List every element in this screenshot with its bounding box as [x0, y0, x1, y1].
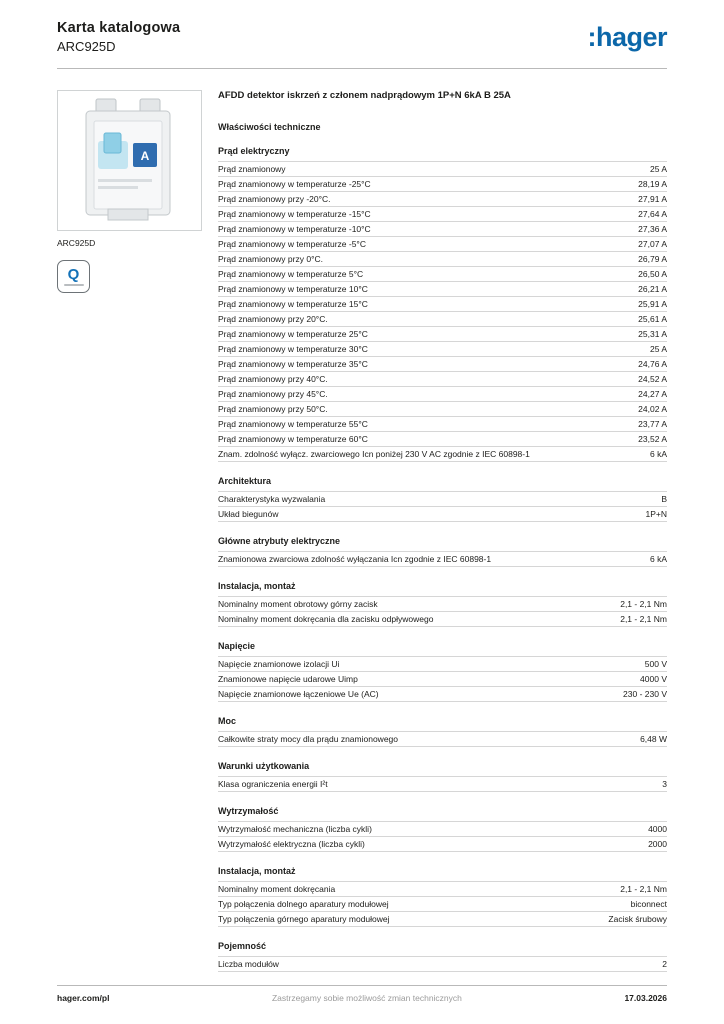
- spec-row: [218, 357, 667, 372]
- spec-label: Prąd znamionowy w temperaturze 35°C: [218, 358, 368, 369]
- section-title: Architektura: [218, 475, 272, 486]
- spec-row: [218, 732, 667, 747]
- spec-row: [218, 837, 667, 852]
- spec-value: 25,61 A: [638, 313, 667, 324]
- footer: [57, 993, 667, 1003]
- spec-row: [218, 672, 667, 687]
- section-title: Instalacja, montaż: [218, 865, 296, 876]
- spec-section: [218, 146, 667, 462]
- spec-table: [218, 881, 667, 927]
- spec-value: 3: [662, 778, 667, 789]
- header: [57, 20, 667, 54]
- product-title: AFDD detektor iskrzeń z członem nadprądowym 1P+N 6kA B 25A: [218, 90, 511, 101]
- section-title: Warunki użytkowania: [218, 760, 310, 771]
- quality-badge-subtext: [64, 284, 84, 286]
- spec-value: 25,91 A: [638, 298, 667, 309]
- left-column: [57, 90, 218, 972]
- spec-row: [218, 222, 667, 237]
- quality-certificate-badge: [57, 260, 90, 293]
- spec-label: Prąd znamionowy przy 50°C.: [218, 403, 328, 414]
- spec-value: 24,76 A: [638, 358, 667, 369]
- spec-row: [218, 912, 667, 927]
- spec-value: 2,1 - 2,1 Nm: [620, 613, 667, 624]
- spec-label: Prąd znamionowy przy 0°C.: [218, 253, 323, 264]
- spec-row: [218, 777, 667, 792]
- spec-row: [218, 342, 667, 357]
- spec-value: 27,64 A: [638, 208, 667, 219]
- spec-row: [218, 507, 667, 522]
- section-title: Wytrzymałość: [218, 805, 279, 816]
- spec-label: Prąd znamionowy w temperaturze -5°C: [218, 238, 366, 249]
- spec-table: [218, 596, 667, 627]
- spec-label: Prąd znamionowy przy 40°C.: [218, 373, 328, 384]
- spec-label: Znamionowa zwarciowa zdolność wyłączania Icn zgodnie z IEC 60898-1: [218, 553, 492, 564]
- spec-label: Prąd znamionowy w temperaturze -25°C: [218, 178, 371, 189]
- spec-value: 230 - 230 V: [623, 688, 667, 699]
- spec-row: [218, 237, 667, 252]
- spec-row: [218, 447, 667, 462]
- spec-label: Prąd znamionowy w temperaturze -15°C: [218, 208, 371, 219]
- spec-label: Znam. zdolność wyłącz. zwarciowego Icn poniżej 230 V AC zgodnie z IEC 60898-1: [218, 448, 530, 459]
- spec-value: 28,19 A: [638, 178, 667, 189]
- section-title: Moc: [218, 715, 236, 726]
- spec-row: [218, 957, 667, 972]
- spec-section: [218, 641, 667, 702]
- spec-row: [218, 312, 667, 327]
- spec-row: [218, 162, 667, 177]
- product-image-frame: [57, 90, 202, 231]
- spec-label: Prąd znamionowy w temperaturze 15°C: [218, 298, 368, 309]
- spec-label: Prąd znamionowy: [218, 163, 286, 174]
- spec-row: [218, 372, 667, 387]
- header-divider: [57, 68, 667, 69]
- spec-label: Prąd znamionowy w temperaturze 5°C: [218, 268, 364, 279]
- product-code: ARC925D: [57, 39, 116, 54]
- spec-table: [218, 161, 667, 462]
- spec-value: Zacisk śrubowy: [608, 913, 667, 924]
- spec-section: [218, 806, 667, 852]
- spec-table: [218, 956, 667, 972]
- footer-divider: [57, 985, 667, 986]
- spec-section: [218, 866, 667, 927]
- spec-label: Wytrzymałość elektryczna (liczba cykli): [218, 838, 365, 849]
- spec-value: 23,52 A: [638, 433, 667, 444]
- tech-properties-heading: Właściwości techniczne: [218, 121, 321, 132]
- spec-label: Prąd znamionowy przy 45°C.: [218, 388, 328, 399]
- spec-row: [218, 207, 667, 222]
- spec-row: [218, 822, 667, 837]
- spec-row: [218, 282, 667, 297]
- spec-row: [218, 882, 667, 897]
- page-title: Karta katalogowa: [57, 20, 181, 36]
- spec-value: 24,52 A: [638, 373, 667, 384]
- spec-row: [218, 327, 667, 342]
- spec-label: Prąd znamionowy przy 20°C.: [218, 313, 328, 324]
- main-column: [218, 90, 667, 972]
- spec-value: 27,91 A: [638, 193, 667, 204]
- spec-label: Całkowite straty mocy dla prądu znamionowego: [218, 733, 399, 744]
- spec-value: 26,21 A: [638, 283, 667, 294]
- spec-row: [218, 417, 667, 432]
- spec-value: B: [661, 493, 667, 504]
- spec-value: 27,07 A: [638, 238, 667, 249]
- spec-label: Nominalny moment dokręcania dla zacisku odpływowego: [218, 613, 434, 624]
- section-title: Pojemność: [218, 940, 267, 951]
- spec-label: Klasa ograniczenia energii I²t: [218, 778, 328, 789]
- spec-value: 24,02 A: [638, 403, 667, 414]
- footer-website-link: hager.com/pl: [57, 993, 110, 1003]
- spec-label: Prąd znamionowy przy -20°C.: [218, 193, 331, 204]
- spec-value: 4000: [648, 823, 667, 834]
- spec-row: [218, 252, 667, 267]
- spec-value: 25,31 A: [638, 328, 667, 339]
- spec-value: 26,79 A: [638, 253, 667, 264]
- spec-value: 2,1 - 2,1 Nm: [620, 883, 667, 894]
- spec-row: [218, 387, 667, 402]
- spec-section: [218, 941, 667, 972]
- spec-label: Prąd znamionowy w temperaturze -10°C: [218, 223, 371, 234]
- spec-row: [218, 297, 667, 312]
- spec-sections: [218, 146, 667, 972]
- spec-value: 1P+N: [645, 508, 667, 519]
- image-caption: ARC925D: [57, 238, 96, 248]
- spec-value: 6 kA: [649, 448, 667, 459]
- spec-value: 500 V: [644, 658, 667, 669]
- spec-row: [218, 267, 667, 282]
- quality-badge-letter: Q: [67, 265, 80, 283]
- spec-label: Nominalny moment obrotowy górny zacisk: [218, 598, 378, 609]
- spec-label: Prąd znamionowy w temperaturze 60°C: [218, 433, 368, 444]
- spec-section: [218, 761, 667, 792]
- spec-label: Prąd znamionowy w temperaturze 25°C: [218, 328, 368, 339]
- spec-value: 6 kA: [649, 553, 667, 564]
- spec-label: Prąd znamionowy w temperaturze 30°C: [218, 343, 368, 354]
- spec-table: [218, 551, 667, 567]
- spec-row: [218, 177, 667, 192]
- spec-label: Charakterystyka wyzwalania: [218, 493, 326, 504]
- spec-table: [218, 821, 667, 852]
- spec-section: [218, 536, 667, 567]
- spec-table: [218, 776, 667, 792]
- spec-row: [218, 597, 667, 612]
- spec-value: 26,50 A: [638, 268, 667, 279]
- spec-row: [218, 402, 667, 417]
- spec-label: Układ biegunów: [218, 508, 279, 519]
- spec-row: [218, 192, 667, 207]
- spec-label: Prąd znamionowy w temperaturze 10°C: [218, 283, 368, 294]
- spec-row: [218, 897, 667, 912]
- spec-label: Napięcie znamionowe izolacji Ui: [218, 658, 340, 669]
- spec-value: 25 A: [649, 343, 667, 354]
- spec-row: [218, 492, 667, 507]
- section-title: Napięcie: [218, 640, 256, 651]
- spec-value: 4000 V: [640, 673, 667, 684]
- spec-section: [218, 716, 667, 747]
- spec-label: Typ połączenia górnego aparatury modułowej: [218, 913, 390, 924]
- spec-table: [218, 731, 667, 747]
- section-title: Instalacja, montaż: [218, 580, 296, 591]
- product-image: [58, 91, 201, 230]
- spec-row: [218, 612, 667, 627]
- spec-label: Typ połączenia dolnego aparatury modułowej: [218, 898, 389, 909]
- svg-text:A: A: [140, 149, 150, 163]
- spec-table: [218, 491, 667, 522]
- spec-label: Znamionowe napięcie udarowe Uimp: [218, 673, 358, 684]
- spec-value: 6,48 W: [640, 733, 667, 744]
- spec-value: 2: [662, 958, 667, 969]
- spec-label: Liczba modułów: [218, 958, 279, 969]
- spec-row: [218, 432, 667, 447]
- section-title: Główne atrybuty elektryczne: [218, 535, 341, 546]
- spec-section: [218, 581, 667, 627]
- spec-label: Prąd znamionowy w temperaturze 55°C: [218, 418, 368, 429]
- spec-value: 23,77 A: [638, 418, 667, 429]
- spec-value: 24,27 A: [638, 388, 667, 399]
- section-title: Prąd elektryczny: [218, 145, 290, 156]
- spec-label: Napięcie znamionowe łączeniowe Ue (AC): [218, 688, 379, 699]
- content: [57, 90, 667, 972]
- spec-label: Nominalny moment dokręcania: [218, 883, 336, 894]
- spec-section: [218, 476, 667, 522]
- spec-table: [218, 656, 667, 702]
- spec-value: biconnect: [630, 898, 667, 909]
- spec-value: 2,1 - 2,1 Nm: [620, 598, 667, 609]
- spec-label: Wytrzymałość mechaniczna (liczba cykli): [218, 823, 372, 834]
- spec-row: [218, 552, 667, 567]
- spec-value: 27,36 A: [638, 223, 667, 234]
- footer-date: 17.03.2026: [624, 993, 667, 1003]
- spec-row: [218, 657, 667, 672]
- spec-value: 2000: [648, 838, 667, 849]
- spec-value: 25 A: [649, 163, 667, 174]
- footer-disclaimer: Zastrzegamy sobie możliwość zmian technicznych: [271, 993, 462, 1003]
- hager-logo: :hager: [587, 22, 667, 52]
- header-left: [57, 20, 180, 54]
- spec-row: [218, 687, 667, 702]
